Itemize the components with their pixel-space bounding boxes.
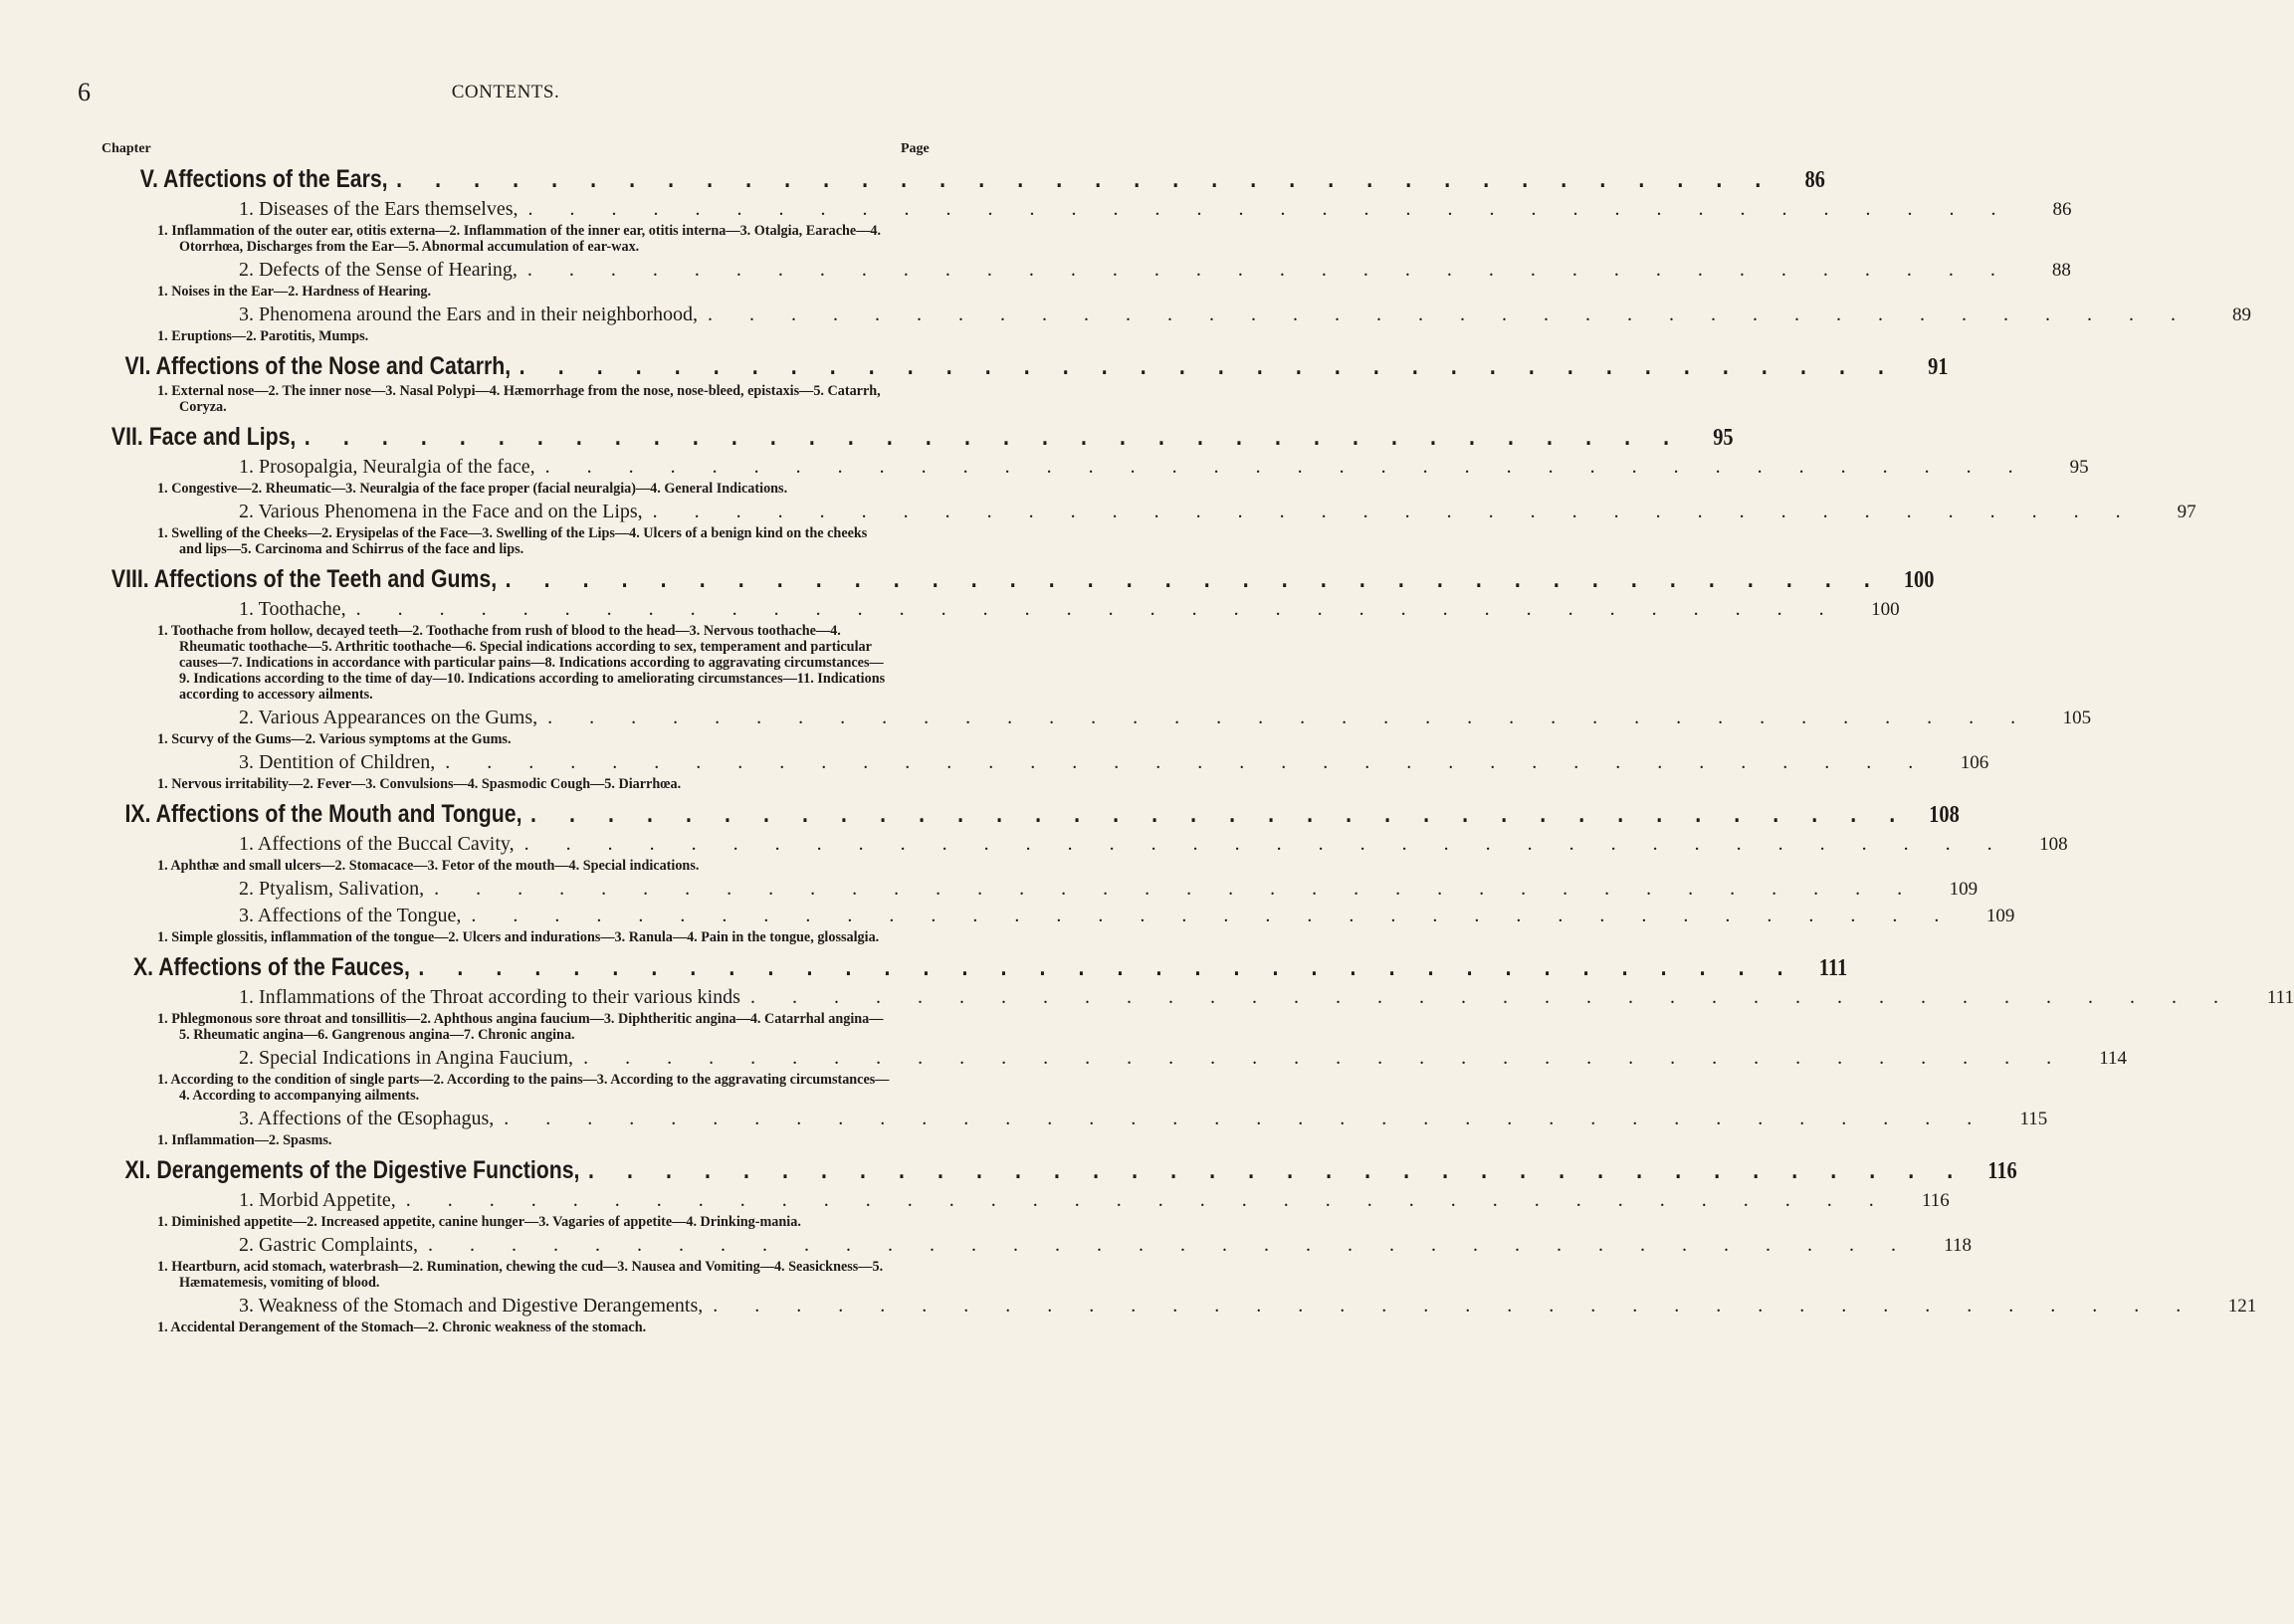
- section-page-number: 89: [2232, 304, 2251, 325]
- section-topics: 1. Scurvy of the Gums—2. Various symptoms at the Gums.: [157, 731, 512, 747]
- section-title: 1. Prosopalgia, Neuralgia of the face,: [239, 456, 535, 478]
- section-title: 2. Special Indications in Angina Faucium,: [239, 1047, 574, 1069]
- chapter-page-number: 100: [1903, 567, 1935, 593]
- section-topics: 1. Noises in the Ear—2. Hardness of Hearing.: [157, 284, 432, 300]
- dot-leader: . . . . . . . . . . . . . . . . . . . . . . . . . . . . . . . . . . . .: [523, 833, 2008, 855]
- section-page-number: 88: [2051, 260, 2071, 281]
- section-title: 3. Weakness of the Stomach and Digestive Derangements,: [239, 1295, 704, 1317]
- page-header: [78, 78, 934, 107]
- table-of-contents: [100, 157, 2294, 1337]
- section-topics: 1. Nervous irritability—2. Fever—3. Convulsions—4. Spasmodic Cough—5. Diarrhœa.: [157, 776, 682, 792]
- dot-leader: . . . . . . . . . . . . . . . . . . . . . . . . . . . . . . . . . . . .: [544, 456, 2029, 478]
- toc-section[interactable]: [100, 1232, 1972, 1259]
- dot-leader: . . . . . . . . . . . . . . . . . . . . . . . . . . . . . . . . . . . .: [427, 1234, 1912, 1256]
- section-page-number: 100: [1871, 599, 1900, 620]
- toc-chapter[interactable]: [100, 951, 1848, 984]
- toc-section[interactable]: [100, 1293, 2257, 1320]
- section-title: 3. Affections of the Œsophagus,: [239, 1108, 495, 1129]
- section-topics: 1. Inflammation—2. Spasms.: [157, 1132, 332, 1148]
- section-topics: 1. According to the condition of single parts—2. According to the pains—3. According to the aggravating circumstances—4. According to accompanying ailments.: [157, 1072, 890, 1104]
- toc-section[interactable]: [100, 196, 2072, 223]
- section-topics: 1. Heartburn, acid stomach, waterbrash—2. Rumination, chewing the cud—3. Nausea and Vomiting—4. Seasickness—5. Hæmatemesis, vomiting of blood.: [157, 1259, 884, 1291]
- dot-leader: . . . . . . . . . . . . . . . . . . . . . . . . . . . . . . . . . . . .: [504, 1108, 1988, 1129]
- chapter-page-number: 116: [1987, 1158, 2017, 1184]
- dot-leader: . . . . . . . . . . . . . . . . . . . . . . . . . . . . . . . . . . . .: [304, 423, 1683, 451]
- chapter-title: V. Affections of the Ears,: [139, 165, 388, 193]
- running-title: CONTENTS.: [451, 82, 560, 102]
- toc-section[interactable]: [100, 454, 2089, 481]
- section-page-number: 108: [2039, 834, 2068, 855]
- section-title: 2. Ptyalism, Salivation,: [239, 878, 425, 900]
- section-topics: 1. Eruptions—2. Parotitis, Mumps.: [157, 328, 369, 344]
- dot-leader: . . . . . . . . . . . . . . . . . . . . . . . . . . . . . . . . . . . .: [708, 304, 2191, 325]
- section-title: 1. Inflammations of the Throat according to their various kinds: [239, 986, 740, 1008]
- section-page-number: 106: [1960, 752, 1989, 773]
- section-page-number: 111: [2266, 987, 2294, 1008]
- dot-leader: . . . . . . . . . . . . . . . . . . . . . . . . . . . . . . . . . . . .: [405, 1189, 1890, 1211]
- page-number: 6: [78, 78, 91, 106]
- dot-leader: . . . . . . . . . . . . . . . . . . . . . . . . . . . . . . . . . . . .: [587, 1156, 1967, 1184]
- toc-section[interactable]: [100, 903, 2015, 929]
- section-page-number: 105: [2062, 708, 2092, 728]
- chapter-title: VI. Affections of the Nose and Catarrh,: [124, 352, 512, 380]
- section-topics: 1. Simple glossitis, inflammation of the tongue—2. Ulcers and indurations—3. Ranula—4. Pain in the tongue, glossalgia.: [157, 929, 880, 945]
- toc-section[interactable]: [100, 876, 1979, 903]
- section-page-number: 121: [2227, 1296, 2257, 1317]
- toc-section[interactable]: [100, 1187, 1950, 1214]
- section-page-number: 109: [1985, 906, 2015, 926]
- dot-leader: . . . . . . . . . . . . . . . . . . . . . . . . . . . . . . . . . . . .: [749, 986, 2234, 1008]
- chapter-page-number: 91: [1928, 354, 1949, 380]
- chapter-title: XI. Derangements of the Digestive Functions,: [124, 1156, 580, 1184]
- section-title: 2. Gastric Complaints,: [239, 1234, 418, 1256]
- section-topics: 1. Accidental Derangement of the Stomach—2. Chronic weakness of the stomach.: [157, 1320, 647, 1335]
- toc-section[interactable]: [100, 1106, 2048, 1132]
- toc-chapter[interactable]: [100, 798, 1960, 831]
- toc-chapter[interactable]: [100, 1154, 2017, 1187]
- section-title: 3. Phenomena around the Ears and in their neighborhood,: [239, 304, 698, 325]
- chapter-page-number: 86: [1804, 167, 1825, 193]
- section-topics: 1. Aphthæ and small ulcers—2. Stomacace—3. Fetor of the mouth—4. Special indications.: [157, 858, 700, 874]
- dot-leader: . . . . . . . . . . . . . . . . . . . . . . . . . . . . . . . . . . . .: [396, 165, 1774, 193]
- dot-leader: . . . . . . . . . . . . . . . . . . . . . . . . . . . . . . . . . . . .: [652, 501, 2137, 522]
- chapter-page-number: 108: [1929, 802, 1960, 828]
- toc-section[interactable]: [100, 984, 2294, 1011]
- section-title: 3. Dentition of Children,: [239, 751, 436, 773]
- section-title: 3. Affections of the Tongue,: [239, 905, 462, 926]
- toc-chapter[interactable]: [100, 421, 1734, 454]
- section-page-number: 114: [2099, 1048, 2128, 1069]
- chapter-topics: 1. External nose—2. The inner nose—3. Nasal Polypi—4. Hæmorrhage from the nose, nose-bleed, epistaxis—5. Catarrh, Coryza.: [157, 383, 881, 415]
- dot-leader: . . . . . . . . . . . . . . . . . . . . . . . . . . . . . . . . . . . .: [713, 1295, 2197, 1317]
- dot-leader: . . . . . . . . . . . . . . . . . . . . . . . . . . . . . . . . . . . .: [355, 598, 1840, 620]
- section-page-number: 109: [1949, 879, 1979, 900]
- section-title: 2. Various Phenomena in the Face and on the Lips,: [239, 501, 643, 522]
- section-title: 1. Toothache,: [239, 598, 346, 620]
- toc-section[interactable]: [100, 749, 1989, 776]
- section-topics: 1. Congestive—2. Rheumatic—3. Neuralgia of the face proper (facial neuralgia)—4. General Indications.: [157, 481, 788, 497]
- toc-section[interactable]: [100, 705, 2092, 731]
- section-title: 2. Defects of the Sense of Hearing,: [239, 259, 518, 281]
- dot-leader: . . . . . . . . . . . . . . . . . . . . . . . . . . . . . . . . . . . .: [583, 1047, 2068, 1069]
- dot-leader: . . . . . . . . . . . . . . . . . . . . . . . . . . . . . . . . . . . .: [547, 707, 2032, 728]
- dot-leader: . . . . . . . . . . . . . . . . . . . . . . . . . . . . . . . . . . . .: [418, 953, 1797, 981]
- dot-leader: . . . . . . . . . . . . . . . . . . . . . . . . . . . . . . . . . . . .: [519, 352, 1898, 380]
- dot-leader: . . . . . . . . . . . . . . . . . . . . . . . . . . . . . . . . . . . .: [529, 800, 1909, 828]
- section-page-number: 86: [2052, 199, 2072, 220]
- section-title: 1. Affections of the Buccal Cavity,: [239, 833, 515, 855]
- dot-leader: . . . . . . . . . . . . . . . . . . . . . . . . . . . . . . . . . . . .: [505, 565, 1884, 593]
- dot-leader: . . . . . . . . . . . . . . . . . . . . . . . . . . . . . . . . . . . .: [471, 905, 1956, 926]
- toc-section[interactable]: [100, 257, 2071, 284]
- dot-leader: . . . . . . . . . . . . . . . . . . . . . . . . . . . . . . . . . . . .: [434, 878, 1919, 900]
- toc-section[interactable]: [100, 1045, 2128, 1072]
- chapter-title: IX. Affections of the Mouth and Tongue,: [124, 800, 522, 828]
- toc-section[interactable]: [100, 831, 2068, 858]
- section-topics: 1. Toothache from hollow, decayed teeth—2. Toothache from rush of blood to the head—3. Nervous toothache—4. Rheumatic toothache—5. Arthritic toothache—6. Special indications according to sex, temperament and particular causes—7. Indications in accordance with particular pains—8. Indications according to aggravating circumstances—9. Indications according to the time of day—10. Indications according to ameliorating circumstances—11. Indications according to accessory ailments.: [157, 623, 886, 703]
- section-topics: 1. Diminished appetite—2. Increased appetite, canine hunger—3. Vagaries of appetite—4. Drinking-mania.: [157, 1214, 801, 1230]
- section-topics: 1. Phlegmonous sore throat and tonsillitis—2. Aphthous angina faucium—3. Diphtheritic angina—4. Catarrhal angina—5. Rheumatic angina—6. Gangrenous angina—7. Chronic angina.: [157, 1011, 884, 1043]
- toc-chapter[interactable]: [100, 350, 1949, 383]
- toc-chapter[interactable]: [100, 563, 1935, 596]
- chapter-title: VII. Face and Lips,: [110, 423, 297, 451]
- dot-leader: . . . . . . . . . . . . . . . . . . . . . . . . . . . . . . . . . . . .: [445, 751, 1930, 773]
- section-page-number: 118: [1944, 1235, 1972, 1256]
- chapter-title: X. Affections of the Fauces,: [133, 953, 410, 981]
- section-title: 1. Morbid Appetite,: [239, 1189, 396, 1211]
- chapter-title: VIII. Affections of the Teeth and Gums,: [110, 565, 498, 593]
- toc-section[interactable]: [100, 596, 1900, 623]
- toc-section[interactable]: [100, 302, 2251, 328]
- section-title: 1. Diseases of the Ears themselves,: [239, 198, 519, 220]
- toc-section[interactable]: [100, 499, 2196, 525]
- section-page-number: 115: [2019, 1109, 2048, 1129]
- section-page-number: 95: [2069, 457, 2089, 478]
- dot-leader: . . . . . . . . . . . . . . . . . . . . . . . . . . . . . . . . . . . .: [526, 259, 2011, 281]
- section-topics: 1. Swelling of the Cheeks—2. Erysipelas of the Face—3. Swelling of the Lips—4. Ulcers of a benign kind on the cheeks and lips—5. Carcinoma and Schirrus of the face and lips.: [157, 525, 868, 557]
- chapter-page-number: 111: [1818, 955, 1848, 981]
- column-heading-page: Page: [901, 141, 930, 156]
- section-page-number: 116: [1921, 1190, 1950, 1211]
- section-topics: 1. Inflammation of the outer ear, otitis externa—2. Inflammation of the inner ear, otitis interna—3. Otalgia, Earache—4. Otorrhœa, Discharges from the Ear—5. Abnormal accumulation of ear-wax.: [157, 223, 882, 255]
- toc-chapter[interactable]: [100, 163, 1825, 196]
- dot-leader: . . . . . . . . . . . . . . . . . . . . . . . . . . . . . . . . . . . .: [527, 198, 2012, 220]
- section-page-number: 97: [2177, 502, 2196, 522]
- section-title: 2. Various Appearances on the Gums,: [239, 707, 538, 728]
- chapter-page-number: 95: [1713, 425, 1734, 451]
- column-heading-chapter: Chapter: [102, 141, 151, 156]
